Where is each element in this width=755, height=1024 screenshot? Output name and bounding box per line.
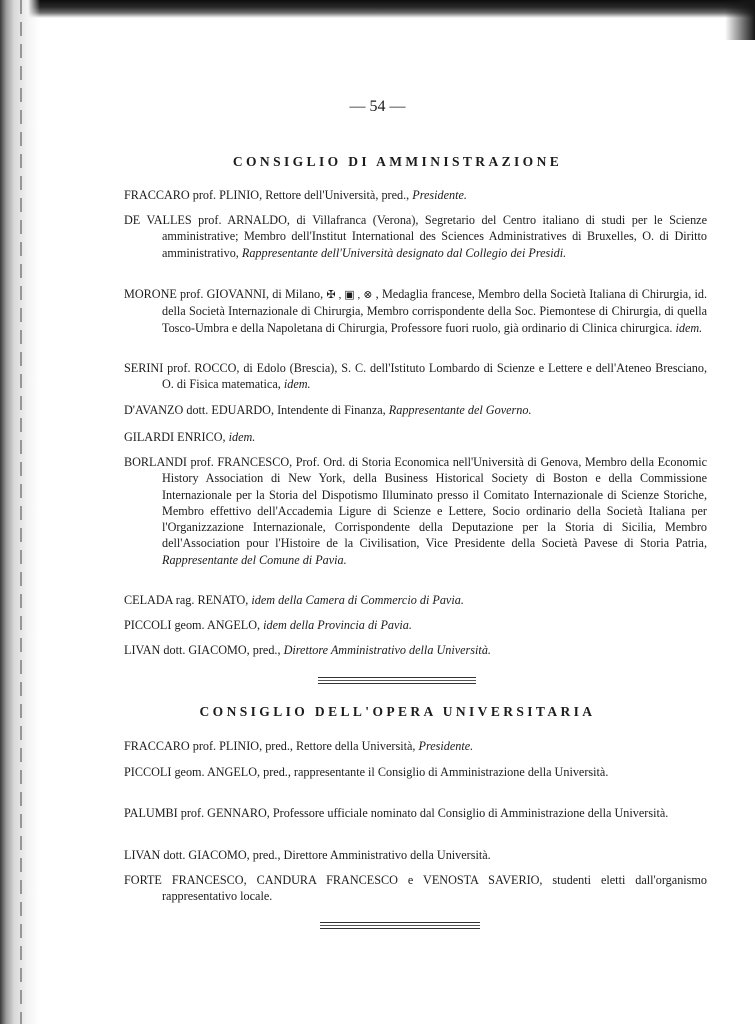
member-description: Rettore dell'Università, pred., <box>262 188 413 202</box>
member-role: Direttore Amministrativo della Università. <box>283 643 491 657</box>
member-entry <box>124 592 707 608</box>
section-title-board-of-administration: CONSIGLIO DI AMMINISTRAZIONE <box>232 154 563 169</box>
member-role: Rappresentante dell'Università designato dal Collegio dei Presidi. <box>241 245 567 260</box>
section-divider <box>318 677 476 684</box>
member-entry <box>124 429 707 445</box>
member-name: BORLANDI prof. FRANCESCO, <box>124 455 293 469</box>
member-name: FRACCARO prof. PLINIO, <box>124 188 263 202</box>
member-entry <box>124 805 707 821</box>
member-entry <box>124 402 707 418</box>
member-description: di Edolo (Brescia), S. C. dell'Istituto Lombardo di Scienze e Lettere e dell'Ateneo Bresciano, O. di Fisica matematica, <box>162 361 707 392</box>
member-name: CELADA rag. RENATO, <box>124 593 249 607</box>
member-name: PICCOLI geom. ANGELO, <box>124 618 261 632</box>
section-title-university-works-council: CONSIGLIO DELL'OPERA UNIVERSITARIA <box>199 704 596 719</box>
member-name: D'AVANZO dott. EDUARDO, <box>124 403 275 417</box>
page-number: — 54 — <box>349 98 406 115</box>
member-description: , Medaglia francese, Membro della Società Italiana di Chirurgia, id. della Società Internazionale di Chirurgia, Membro corrispondente della Soc. Piemontese di Chirurgia, di quella Tosco-Umbra e della Napoletana di Chirurgia, Professore fuori ruolo, già ordinario di Clinica chirurgica. <box>162 287 707 335</box>
member-name: LIVAN dott. GIACOMO, <box>124 643 250 657</box>
section-divider <box>320 922 480 929</box>
member-role: Rappresentante del Comune di Pavia. <box>162 552 347 567</box>
member-description: Professore ufficiale nominato dal Consiglio di Amministrazione della Università. <box>269 806 669 820</box>
member-description: studenti eletti dall'organismo rappresentativo locale. <box>162 873 707 904</box>
member-entry <box>124 212 707 261</box>
member-description: pred., <box>249 643 284 657</box>
member-entry <box>124 738 707 754</box>
member-name: FRACCARO prof. PLINIO, <box>124 739 263 753</box>
member-entry <box>124 642 707 658</box>
member-role: Presidente. <box>412 188 467 202</box>
member-description: pred., Rettore della Università, <box>262 739 419 753</box>
member-name: DE VALLES prof. ARNALDO, <box>124 213 290 227</box>
member-name: MORONE prof. GIOVANNI, <box>124 287 270 301</box>
honor-symbols-icon: ✠ , ▣ , ⊗ <box>326 289 373 301</box>
member-entry <box>124 187 707 203</box>
member-role: idem della Camera di Commercio di Pavia. <box>251 593 464 607</box>
member-role: Presidente. <box>418 739 474 753</box>
member-name: PALUMBI prof. GENNARO, <box>124 806 270 820</box>
member-role: idem della Provincia di Pavia. <box>263 618 412 632</box>
member-entry <box>124 286 707 336</box>
scan-corner-shadow <box>725 0 755 40</box>
member-name: FORTE FRANCESCO, CANDURA FRANCESCO e VENOSTA SAVERIO, <box>124 873 543 887</box>
member-description: Intendente di Finanza, <box>274 403 389 417</box>
member-description: di Villafranca (Verona), Segretario del Centro italiano di studi per le Scienze amministrative; Membro dell'Institut International des Sciences Administratives di Bruxelles, O. di Diritto amministrativo, <box>162 213 707 260</box>
scan-edge-left <box>0 0 40 1024</box>
member-description: pred., rappresentante il Consiglio di Amministrazione della Università. <box>260 765 609 779</box>
member-description: Prof. Ord. di Storia Economica nell'Università di Genova, Membro della Economic History Association di New York, della Business Historical Society di Boston e della Commissione Internazionale per la Storia del Dispotismo Illuminato presso il Comitato Internazionale di Scienze Storiche, Membro effettivo dell'Accademia Ligure di Scienze e Lettere, Socio ordinario della Società Italiana per l'Organizzazione Internazionale, Corrispondente della Deputazione per la Storia di Sicilia, Membro dell'Association pour l'Histoire de la Civilisation, Vice Presidente della Società Pavese di Storia Patria, <box>162 455 707 551</box>
member-entry <box>124 617 707 633</box>
member-name: SERINI prof. ROCCO, <box>124 361 240 375</box>
member-role: idem. <box>228 430 256 444</box>
member-entry <box>124 847 707 863</box>
member-name: GILARDI ENRICO, <box>124 430 226 444</box>
member-role: Rappresentante del Governo. <box>388 403 532 417</box>
member-description: pred., Direttore Amministrativo della Università. <box>249 848 491 862</box>
member-entry <box>124 764 707 780</box>
member-description-prefix: di Milano, <box>269 287 327 301</box>
scan-edge-top <box>0 0 755 18</box>
member-role: idem. <box>675 320 703 335</box>
member-name: LIVAN dott. GIACOMO, <box>124 848 250 862</box>
member-entry <box>124 360 707 393</box>
member-role: idem. <box>283 377 311 392</box>
member-entry <box>124 872 707 905</box>
member-entry <box>124 454 707 568</box>
member-name: PICCOLI geom. ANGELO, <box>124 765 261 779</box>
